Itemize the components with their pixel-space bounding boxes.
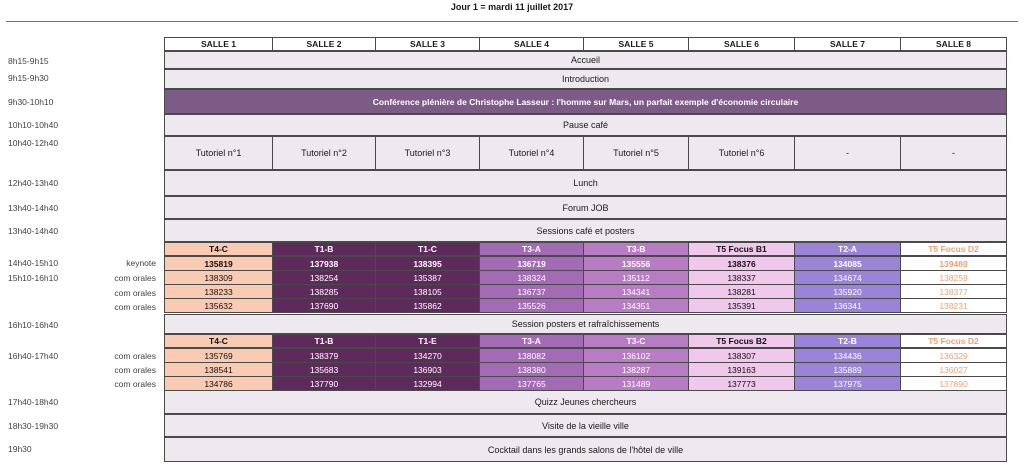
- time-slot-label: 14h40-15h10: [8, 258, 59, 268]
- paper-id-cell: 136102: [583, 348, 689, 363]
- paper-id-cell: 137773: [688, 376, 795, 391]
- tutorial-cell: -: [794, 136, 901, 170]
- paper-id-cell: 131489: [583, 376, 689, 391]
- paper-id-cell: 135769: [164, 348, 273, 363]
- room-header: SALLE 1: [164, 37, 273, 51]
- paper-id-cell: 138395: [375, 256, 480, 271]
- session-code: T1-B: [272, 242, 376, 256]
- event-row: Quizz Jeunes chercheurs: [164, 390, 1007, 414]
- paper-id-cell: 139163: [688, 362, 795, 377]
- session-code: T1-C: [375, 242, 480, 256]
- tutorial-cell: -: [900, 136, 1007, 170]
- event-row: Sessions café et posters: [164, 219, 1007, 242]
- session-code: T4-C: [164, 334, 273, 348]
- time-slot-label: 16h40-17h40: [8, 351, 59, 361]
- paper-id-cell: 138307: [688, 348, 795, 363]
- paper-id-cell: 137938: [272, 256, 376, 271]
- event-row: Session posters et rafraîchissements: [164, 314, 1007, 334]
- event-row: Forum JOB: [164, 196, 1007, 219]
- time-slot-label: 9h30-10h10: [8, 97, 54, 107]
- paper-id-cell: 135819: [164, 256, 273, 271]
- paper-id-cell: 138309: [164, 270, 273, 285]
- time-slot-label: 13h40-14h40: [8, 203, 59, 213]
- row-type-label: com orales: [114, 302, 156, 312]
- paper-id-cell: 136027: [900, 362, 1007, 377]
- time-slot-label: 10h10-10h40: [8, 120, 59, 130]
- session-code: T2-A: [794, 242, 901, 256]
- room-header: SALLE 2: [272, 37, 376, 51]
- session-code: T5 Focus D2: [900, 334, 1007, 348]
- paper-id-cell: 134436: [794, 348, 901, 363]
- paper-id-cell: 138259: [900, 270, 1007, 285]
- paper-id-cell: 134085: [794, 256, 901, 271]
- event-row: Cocktail dans les grands salons de l'hôtel de ville: [164, 437, 1007, 462]
- event-row: Accueil: [164, 51, 1007, 69]
- paper-id-cell: 136903: [375, 362, 480, 377]
- session-code: T3-A: [479, 242, 584, 256]
- room-header: SALLE 4: [479, 37, 584, 51]
- session-code: T3-C: [583, 334, 689, 348]
- paper-id-cell: 135526: [479, 298, 584, 313]
- session-code: T1-E: [375, 334, 480, 348]
- row-type-label: keynote: [126, 258, 156, 268]
- paper-id-cell: 135862: [375, 298, 480, 313]
- paper-id-cell: 136737: [479, 284, 584, 299]
- paper-id-cell: 137690: [272, 298, 376, 313]
- paper-id-cell: 138337: [688, 270, 795, 285]
- paper-id-cell: 135683: [272, 362, 376, 377]
- paper-id-cell: 134674: [794, 270, 901, 285]
- paper-id-cell: 132994: [375, 376, 480, 391]
- tutorial-cell: Tutoriel n°5: [583, 136, 689, 170]
- session-code: T3-B: [583, 242, 689, 256]
- paper-id-cell: 138231: [900, 298, 1007, 313]
- tutorial-cell: Tutoriel n°4: [479, 136, 584, 170]
- paper-id-cell: 138281: [688, 284, 795, 299]
- time-slot-label: 17h40-18h40: [8, 397, 59, 407]
- paper-id-cell: 136719: [479, 256, 584, 271]
- event-row: Visite de la vieille ville: [164, 414, 1007, 437]
- event-row: Lunch: [164, 170, 1007, 196]
- room-header: SALLE 5: [583, 37, 689, 51]
- paper-id-cell: 135391: [688, 298, 795, 313]
- paper-id-cell: 138380: [479, 362, 584, 377]
- paper-id-cell: 134341: [583, 284, 689, 299]
- row-type-label: com orales: [114, 365, 156, 375]
- paper-id-cell: 135920: [794, 284, 901, 299]
- paper-id-cell: 134270: [375, 348, 480, 363]
- paper-id-cell: 138376: [688, 256, 795, 271]
- room-header: SALLE 8: [900, 37, 1007, 51]
- session-code: T1-B: [272, 334, 376, 348]
- title-divider: [6, 21, 1018, 22]
- session-code: T5 Focus D2: [900, 242, 1007, 256]
- paper-id-cell: 138377: [900, 284, 1007, 299]
- paper-id-cell: 138324: [479, 270, 584, 285]
- tutorial-cell: Tutoriel n°1: [164, 136, 273, 170]
- paper-id-cell: 138233: [164, 284, 273, 299]
- paper-id-cell: 139480: [900, 256, 1007, 271]
- paper-id-cell: 138285: [272, 284, 376, 299]
- session-code: T3-A: [479, 334, 584, 348]
- paper-id-cell: 137890: [900, 376, 1007, 391]
- paper-id-cell: 136329: [900, 348, 1007, 363]
- paper-id-cell: 137765: [479, 376, 584, 391]
- session-code: T5 Focus B1: [688, 242, 795, 256]
- time-slot-label: 18h30-19h30: [8, 421, 59, 431]
- paper-id-cell: 138541: [164, 362, 273, 377]
- paper-id-cell: 138379: [272, 348, 376, 363]
- room-header: SALLE 3: [375, 37, 480, 51]
- paper-id-cell: 138105: [375, 284, 480, 299]
- event-row: Introduction: [164, 69, 1007, 89]
- row-type-label: com orales: [114, 351, 156, 361]
- paper-id-cell: 138287: [583, 362, 689, 377]
- paper-id-cell: 138254: [272, 270, 376, 285]
- room-header: SALLE 7: [794, 37, 901, 51]
- time-slot-label: 9h15-9h30: [8, 73, 49, 83]
- tutorial-cell: Tutoriel n°3: [375, 136, 480, 170]
- paper-id-cell: 135632: [164, 298, 273, 313]
- paper-id-cell: 138082: [479, 348, 584, 363]
- event-row: Pause café: [164, 114, 1007, 136]
- time-slot-label: 12h40-13h40: [8, 178, 59, 188]
- paper-id-cell: 135556: [583, 256, 689, 271]
- row-type-label: com orales: [114, 273, 156, 283]
- time-slot-label: 10h40-12h40: [8, 138, 59, 148]
- row-type-label: com orales: [114, 379, 156, 389]
- plenary-row: Conférence plénière de Christophe Lasseur : l'homme sur Mars, un parfait exemple d'économie circulaire: [164, 89, 1007, 114]
- session-code: T2-B: [794, 334, 901, 348]
- paper-id-cell: 137975: [794, 376, 901, 391]
- paper-id-cell: 135889: [794, 362, 901, 377]
- tutorial-cell: Tutoriel n°6: [688, 136, 795, 170]
- room-header: SALLE 6: [688, 37, 795, 51]
- time-slot-label: 13h40-14h40: [8, 226, 59, 236]
- tutorial-cell: Tutoriel n°2: [272, 136, 376, 170]
- time-slot-label: 15h10-16h10: [8, 273, 59, 283]
- page-title: Jour 1 = mardi 11 juillet 2017: [450, 2, 574, 12]
- paper-id-cell: 135112: [583, 270, 689, 285]
- paper-id-cell: 135387: [375, 270, 480, 285]
- paper-id-cell: 137790: [272, 376, 376, 391]
- time-slot-label: 8h15-9h15: [8, 56, 49, 66]
- session-code: T5 Focus B2: [688, 334, 795, 348]
- paper-id-cell: 134351: [583, 298, 689, 313]
- time-slot-label: 19h30: [8, 444, 32, 454]
- time-slot-label: 16h10-16h40: [8, 320, 59, 330]
- paper-id-cell: 136341: [794, 298, 901, 313]
- session-code: T4-C: [164, 242, 273, 256]
- row-type-label: com orales: [114, 288, 156, 298]
- paper-id-cell: 134786: [164, 376, 273, 391]
